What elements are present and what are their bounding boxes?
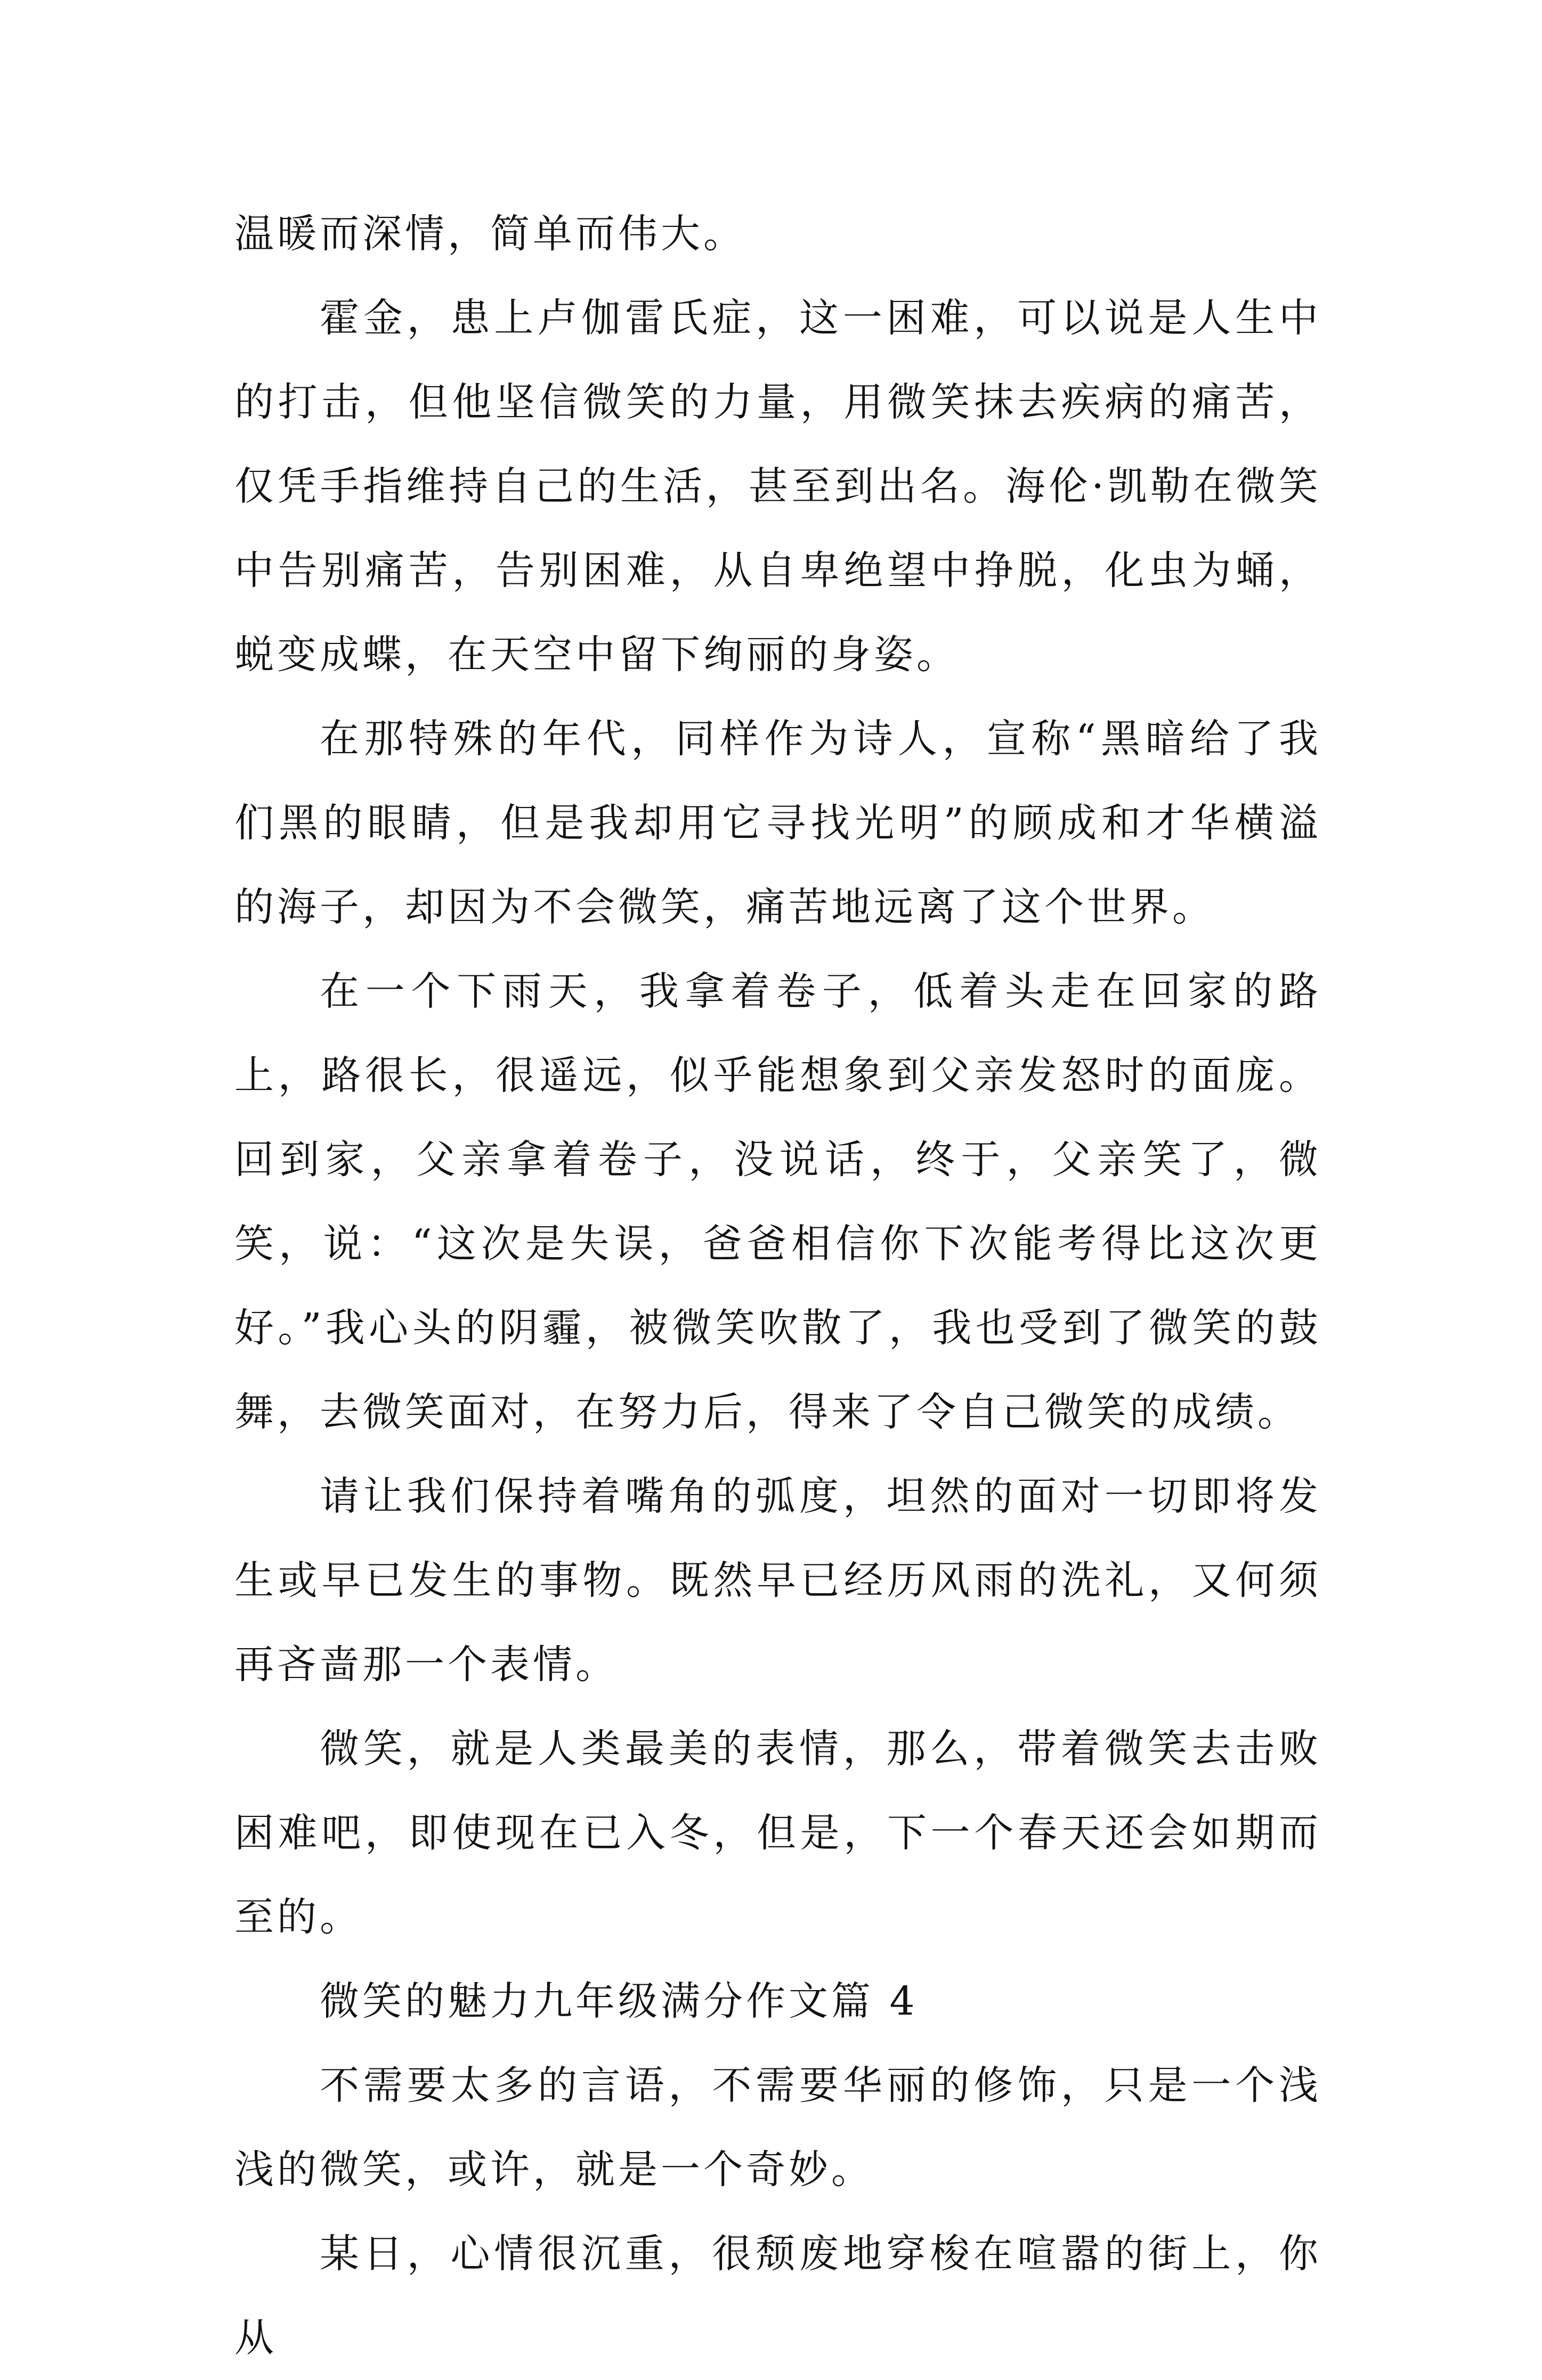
paragraph-poets: 在那特殊的年代，同样作为诗人，宣称“黑暗给了我们黑的眼睛，但是我却用它寻找光明”的顾成和才华横溢的海子，却因为不会微笑，痛苦地远离了这个世界。: [234, 716, 1321, 930]
paragraph-one-day: 某日，心情很沉重，很颓废地穿梭在喧嚣的街上，你从: [234, 2231, 1321, 2361]
paragraph-conclusion: 微笑，就是人类最美的表情，那么，带着微笑去击败困难吧，即使现在已入冬，但是，下一个春天还会如期而至的。: [234, 1726, 1321, 1940]
paragraph-rainy-day: 在一个下雨天，我拿着卷子，低着头走在回家的路上，路很长，很遥远，似乎能想象到父亲发怒时的面庞。回到家，父亲拿着卷子，没说话，终于，父亲笑了，微笑，说：“这次是失误，爸爸相信你下次能考得比这次更好。”我心头的阴霾，被微笑吹散了，我也受到了微笑的鼓舞，去微笑面对，在努力后，得来了令自己微笑的成绩。: [234, 968, 1321, 1435]
paragraph-no-words: 不需要太多的言语，不需要华丽的修饰，只是一个浅浅的微笑，或许，就是一个奇妙。: [234, 2063, 1321, 2192]
section-heading: 微笑的魅力九年级满分作文篇 4: [320, 1978, 918, 2024]
document-body: [234, 192, 1321, 2380]
paragraph-keep-smiling: 请让我们保持着嘴角的弧度，坦然的面对一切即将发生或早已发生的事物。既然早已经历风雨的洗礼，又何须再吝啬那一个表情。: [234, 1473, 1321, 1688]
paragraph-continuation: 温暖而深情，简单而伟大。: [234, 211, 746, 257]
paragraph-hawking: 霍金，患上卢伽雷氏症，这一困难，可以说是人生中的打击，但他坚信微笑的力量，用微笑抹去疾病的痛苦，仅凭手指维持自己的生活，甚至到出名。海伦·凯勒在微笑中告别痛苦，告别困难，从自卑绝望中挣脱，化虫为蛹，蜕变成蝶，在天空中留下绚丽的身姿。: [234, 295, 1321, 678]
